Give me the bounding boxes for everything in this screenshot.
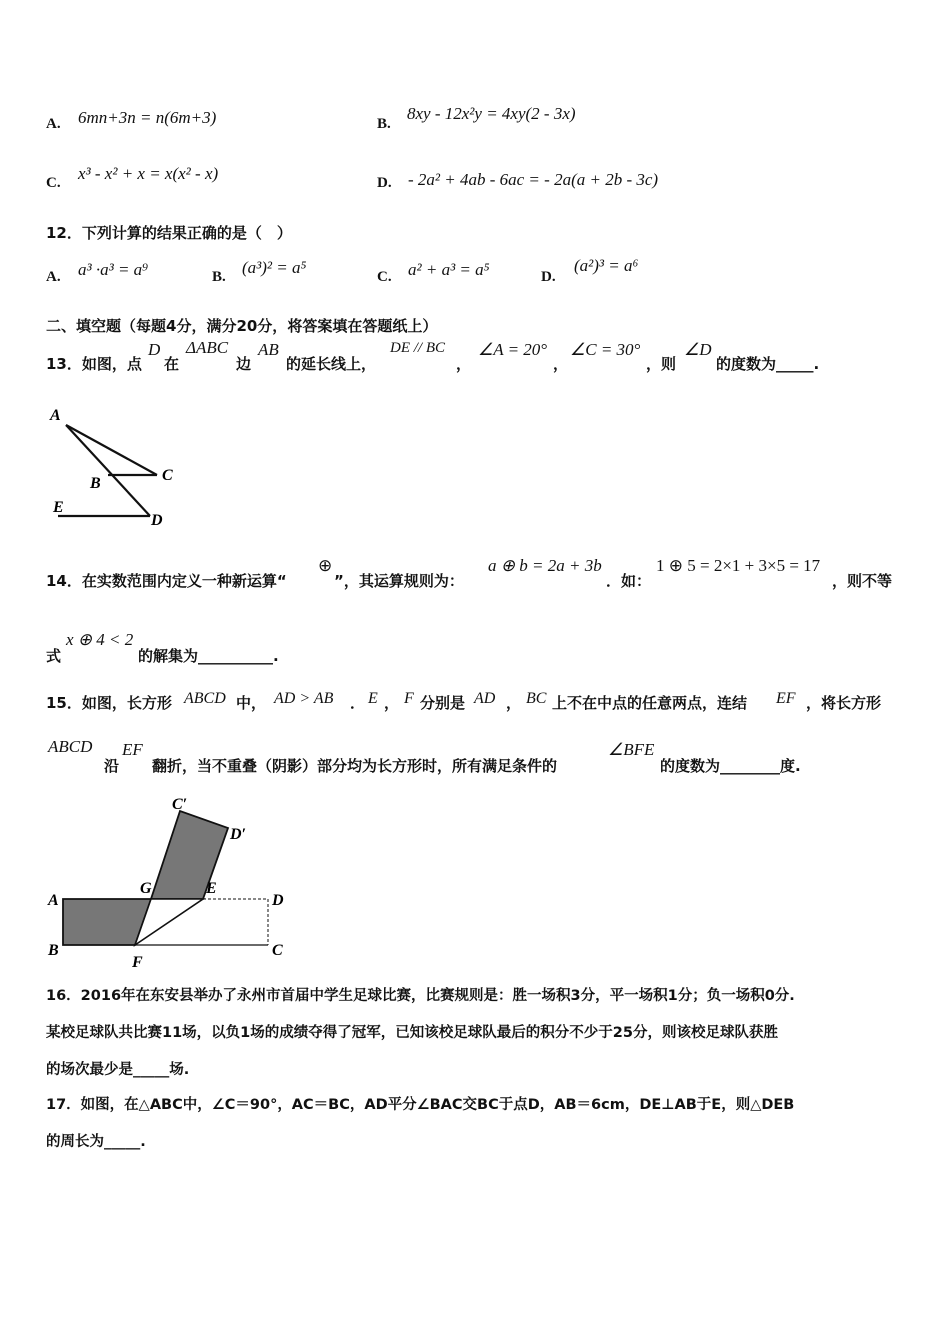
q17-line-2: 的周长为_____. [46,1134,146,1150]
q15-text-2: 中， [236,694,267,712]
q15-text-4: ， [384,694,400,712]
q15-math-e: E [368,690,378,707]
q12-option-c-label: C. [377,269,392,285]
q13-text-1: 13．如图，点 [46,355,142,373]
q15-math-rect: ABCD [184,690,226,707]
q12-option-d-label: D. [541,269,556,285]
q14-text-3: ．如： [606,572,652,590]
q13-text-7: ，则 [646,355,677,373]
q13-text-5: ， [456,355,472,373]
q13-math-angle-c: ∠C = 30° [570,340,641,359]
q12-option-a-formula: a³ ·a³ = a⁹ [78,260,149,279]
q15-text-10: 翻折，当不重叠（阴影）部分均为长方形时，所有满足条件的 [152,757,558,775]
q11-option-b-formula: 8xy - 12x²y = 4xy(2 - 3x) [407,104,576,123]
q12-option-c-formula: a² + a³ = a⁵ [408,260,490,279]
q14-math-inequality: x ⊕ 4 < 2 [66,630,134,649]
q15-text-7: 上不在中点的任意两点，连结 [552,694,748,712]
q14-text-6: 的解集为__________. [138,647,279,665]
fig15-label-c-prime: C′ [172,796,188,813]
q12-option-b-formula: (a³)² = a⁵ [242,258,307,277]
q13-math-parallel: DE // BC [390,340,445,356]
q13-math-triangle: ΔABC [186,338,229,357]
fig15-label-d: D [272,892,284,909]
q13-math-point: D [148,340,161,359]
q13-math-angle-a: ∠A = 20° [478,340,548,359]
fig15-label-d-prime: D′ [230,826,247,843]
q14-math-operator: ⊕ [318,556,333,575]
q15-math-rect-2: ABCD [48,737,93,756]
q15-math-f: F [404,690,414,707]
fig15-label-c: C [272,942,283,959]
q14-text-2: ”，其运算规则为： [334,572,464,590]
q11-option-a-formula: 6mn+3n = n(6m+3) [78,108,217,127]
q13-math-angle-d: ∠D [684,340,712,359]
fig13-label-c: C [162,467,173,484]
q13-text-3: 边 [236,355,252,373]
q13-text-2: 在 [164,355,180,373]
q14-text-4: ，则不等 [832,572,893,590]
q17-line-1: 17．如图，在△ABC中，∠C＝90°，AC＝BC，AD平分∠BAC交BC于点D，AB＝6cm，DE⊥AB于E，则△DEB [46,1097,795,1113]
q15-math-angle: ∠BFE [608,740,655,759]
q15-math-ad: AD [474,690,496,707]
q11-option-b-label: B. [377,116,391,132]
q15-figure [40,795,300,975]
q16-line-2: 某校足球队共比赛11场，以负1场的成绩夺得了冠军，已知该校足球队最后的积分不少于25分，则该校足球队获胜 [46,1025,778,1041]
q11-option-c-formula: x³ - x² + x = x(x² - x) [78,164,219,183]
q14-math-rule: a ⊕ b = 2a + 3b [488,556,602,575]
fig13-label-d: D [151,512,163,529]
fig15-label-b: B [48,942,59,959]
q13-text-8: 的度数为_____. [716,355,820,373]
q14-math-example: 1 ⊕ 5 = 2×1 + 3×5 = 17 [656,556,821,575]
q15-math-compare: AD > AB [274,690,334,707]
q14-text-1: 14．在实数范围内定义一种新运算“ [46,572,287,590]
q12-option-a-label: A. [46,269,61,285]
q12-option-d-formula: (a²)³ = a⁶ [574,256,639,275]
q15-math-bc: BC [526,690,547,707]
fig13-label-b: B [90,475,101,492]
q15-text-9: 沿 [104,757,120,775]
q13-text-6: ， [553,355,569,373]
fig15-label-a: A [48,892,59,909]
section-heading: 二、填空题（每题4分，满分20分，将答案填在答题纸上） [46,317,438,335]
q13-text-4: 的延长线上， [286,355,377,373]
q15-text-8: ，将长方形 [806,694,882,712]
q15-math-ef: EF [776,690,796,707]
q16-line-3: 的场次最少是_____场. [46,1062,190,1078]
q11-option-d-formula: - 2a² + 4ab - 6ac = - 2a(a + 2b - 3c) [408,170,659,189]
q15-text-5: 分别是 [420,694,466,712]
q13-figure [40,400,190,535]
q15-math-ef-2: EF [122,740,143,759]
q16-line-1: 16．2016年在东安县举办了永州市首届中学生足球比赛，比赛规则是：胜一场积3分，平一场积1分；负一场积0分. [46,988,795,1004]
fig15-label-e: E [206,880,217,897]
q11-option-c-label: C. [46,175,61,191]
fig13-label-a: A [50,407,61,424]
fig13-label-e: E [53,499,64,516]
q15-text-11: 的度数为________度. [660,757,801,775]
q15-text-6: ， [506,694,522,712]
q12-title: 12．下列计算的结果正确的是（ ） [46,224,292,242]
fig15-label-g: G [140,880,152,897]
q13-math-side: AB [258,340,279,359]
fig15-label-f: F [132,954,143,971]
q15-text-3: ． [350,694,366,712]
q11-option-d-label: D. [377,175,392,191]
q11-option-a-label: A. [46,116,61,132]
q14-text-5: 式 [46,647,62,665]
q15-text-1: 15．如图，长方形 [46,694,172,712]
q12-option-b-label: B. [212,269,226,285]
